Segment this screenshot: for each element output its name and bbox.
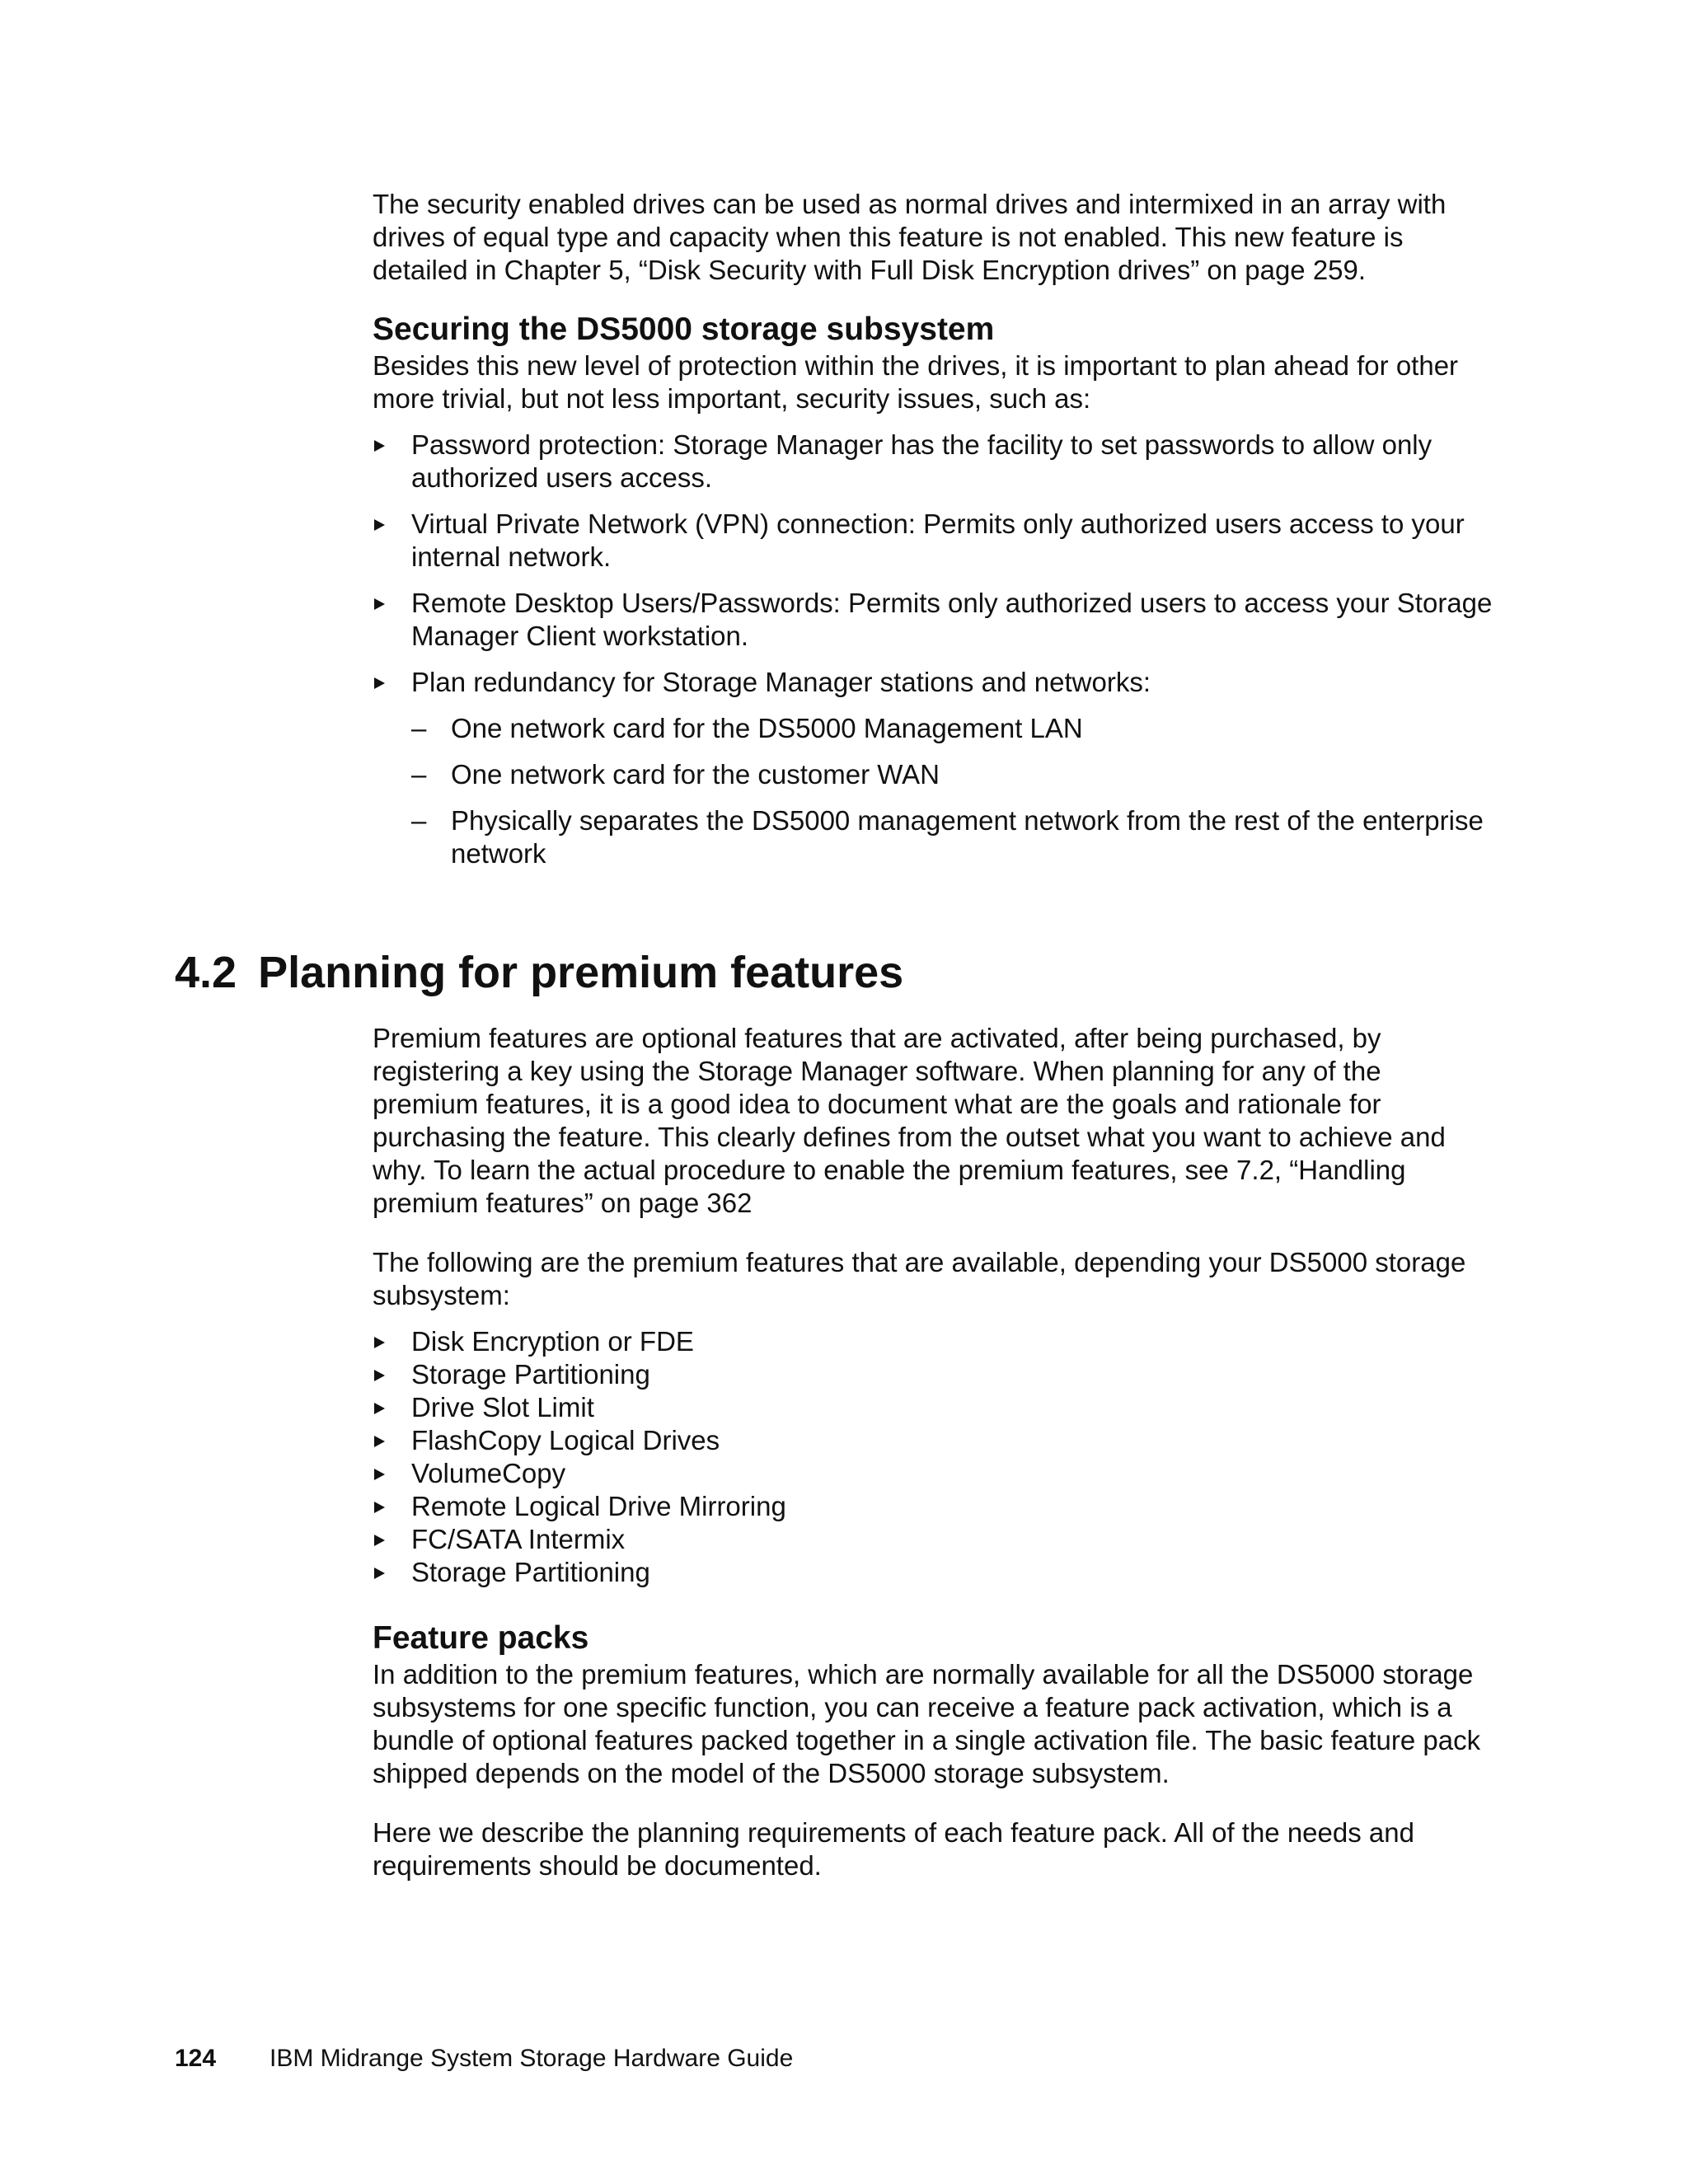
triangle-bullet-icon [374, 1436, 385, 1447]
list-item [373, 1424, 1493, 1457]
list-item [373, 508, 1493, 574]
intro-paragraph: The security enabled drives can be used as normal drives and intermixed in an array with drives of equal type and capacity when this feature is not enabled. This new feature is detailed in Chapter 5, “Disk Security with Full Disk Encryption drives” on page 259. [373, 189, 1447, 285]
triangle-bullet-icon [374, 598, 385, 610]
bullet-text: Password protection: Storage Manager has the facility to set passwords to allow only authorized users access. [411, 429, 1432, 493]
list-item [373, 804, 1493, 870]
bullet-text: Remote Desktop Users/Passwords: Permits only authorized users to access your Storage Manager Client workstation. [411, 588, 1493, 651]
feature-text: Storage Partitioning [411, 1557, 650, 1587]
triangle-bullet-icon [374, 1469, 385, 1480]
feature-text: VolumeCopy [411, 1458, 566, 1488]
triangle-bullet-icon [374, 677, 385, 689]
triangle-bullet-icon [374, 1568, 385, 1579]
premium-features-list [373, 1325, 1493, 1589]
security-bullet-list [373, 429, 1493, 699]
premium-paragraph-1: Premium features are optional features that are activated, after being purchased, by registering a key using the Storage Manager software. When planning for any of the premium features, it is a good idea to document what are the goals and rationale for purchasing the feature. This clearly defines from the outset what you want to achieve and why. To learn the actual procedure to enable the premium features, see 7.2, “Handling premium features” on page 362 [373, 1023, 1446, 1218]
book-title: IBM Midrange System Storage Hardware Guide [270, 2045, 794, 2072]
premium-features-block [373, 1022, 1493, 1882]
feature-text: Remote Logical Drive Mirroring [411, 1491, 786, 1521]
premium-paragraph-2: The following are the premium features that are available, depending your DS5000 storage subsystem: [373, 1247, 1466, 1310]
sub-bullet-text: One network card for the DS5000 Management LAN [451, 713, 1083, 743]
list-item [373, 712, 1493, 745]
page-footer [175, 2044, 793, 2074]
list-item [373, 1490, 1493, 1523]
section-heading [175, 946, 903, 999]
triangle-bullet-icon [374, 1535, 385, 1546]
feature-text: FlashCopy Logical Drives [411, 1425, 720, 1455]
dash-bullet: – [411, 713, 427, 743]
feature-packs-paragraph-2: Here we describe the planning requirements of each feature pack. All of the needs and requirements should be documented. [373, 1817, 1414, 1881]
list-item [373, 1391, 1493, 1424]
triangle-bullet-icon [374, 1502, 385, 1513]
list-item [373, 758, 1493, 791]
page-number: 124 [175, 2045, 217, 2072]
sub-bullet-text: Physically separates the DS5000 management network from the rest of the enterprise network [451, 805, 1484, 869]
triangle-bullet-icon [374, 1370, 385, 1381]
top-block [373, 188, 1493, 883]
section-number: 4.2 [175, 948, 237, 997]
bullet-text: Plan redundancy for Storage Manager stations and networks: [411, 667, 1151, 697]
securing-paragraph: Besides this new level of protection within the drives, it is important to plan ahead for other more trivial, but not less important, security issues, such as: [373, 350, 1459, 414]
list-item [373, 1523, 1493, 1556]
section-title: Planning for premium features [258, 948, 904, 997]
list-item [373, 587, 1493, 653]
feature-text: FC/SATA Intermix [411, 1524, 626, 1554]
feature-packs-heading: Feature packs [373, 1620, 589, 1656]
feature-packs-paragraph-1: In addition to the premium features, which are normally available for all the DS5000 storage subsystems for one specific function, you can receive a feature pack activation, which is a bundle of optional features packed together in a single activation file. The basic feature pack shipped depends on the model of the DS5000 storage subsystem. [373, 1659, 1481, 1788]
list-item [373, 429, 1493, 494]
list-item [373, 1556, 1493, 1589]
bullet-text: Virtual Private Network (VPN) connection: Permits only authorized users access to your internal network. [411, 509, 1465, 572]
triangle-bullet-icon [374, 1403, 385, 1414]
securing-heading: Securing the DS5000 storage subsystem [373, 312, 995, 347]
dash-bullet: – [411, 759, 427, 790]
triangle-bullet-icon [374, 440, 385, 452]
triangle-bullet-icon [374, 1337, 385, 1348]
redundancy-sub-list [373, 712, 1493, 870]
triangle-bullet-icon [374, 519, 385, 531]
list-item [373, 1358, 1493, 1391]
feature-text: Drive Slot Limit [411, 1392, 594, 1422]
feature-text: Disk Encryption or FDE [411, 1326, 694, 1357]
sub-bullet-text: One network card for the customer WAN [451, 759, 940, 790]
list-item [373, 1457, 1493, 1490]
feature-text: Storage Partitioning [411, 1359, 650, 1390]
list-item [373, 1325, 1493, 1358]
list-item [373, 666, 1493, 699]
dash-bullet: – [411, 805, 427, 836]
